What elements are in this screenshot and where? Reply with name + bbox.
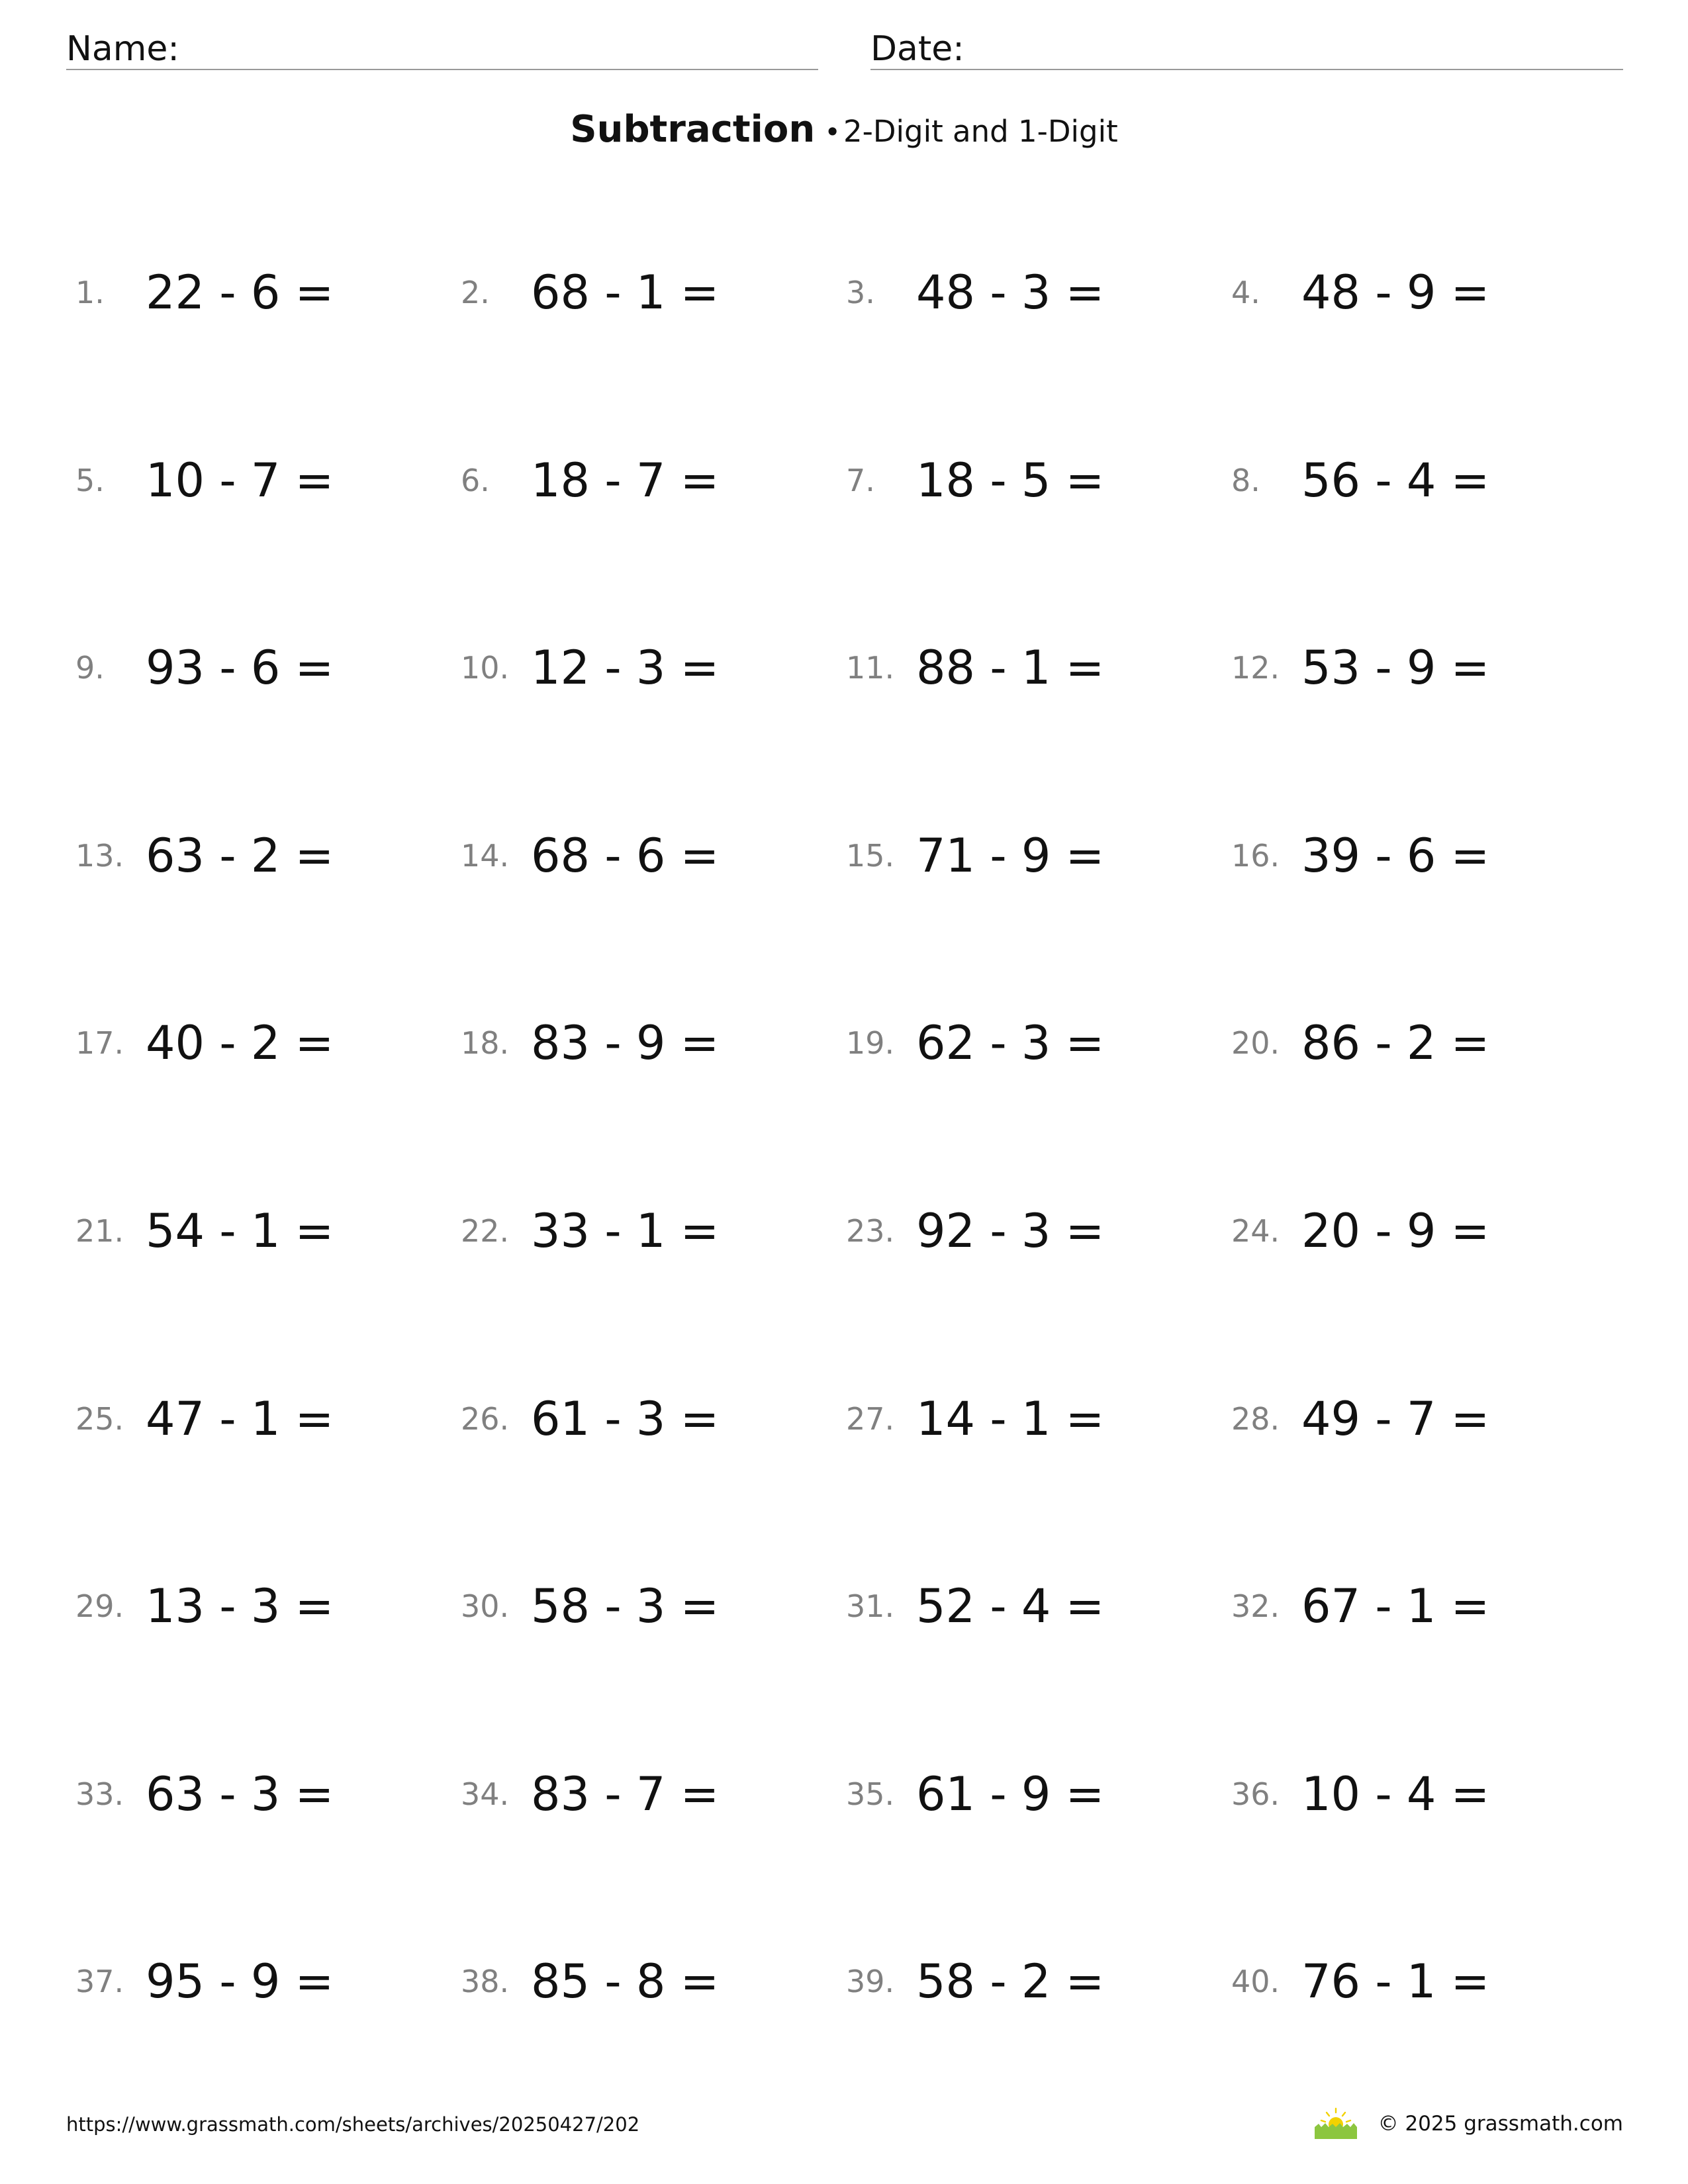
problem-expression: 61 - 3 = <box>531 1391 720 1446</box>
problem-number: 10. <box>461 650 510 686</box>
problem-number: 12. <box>1231 650 1280 686</box>
problem-item <box>846 623 1217 716</box>
problem-number: 26. <box>461 1400 510 1437</box>
worksheet-title <box>0 105 1688 163</box>
problem-expression: 95 - 9 = <box>146 1954 334 2009</box>
problem-number: 23. <box>846 1213 895 1249</box>
problem-expression: 18 - 5 = <box>916 453 1105 508</box>
problem-item <box>461 1187 831 1279</box>
problem-number: 35. <box>846 1776 895 1812</box>
problem-item <box>75 436 446 529</box>
problem-item <box>846 1375 1217 1467</box>
date-field[interactable] <box>870 24 1623 70</box>
problem-number: 39. <box>846 1964 895 2000</box>
problem-expression: 48 - 9 = <box>1301 265 1490 320</box>
problem-expression: 61 - 9 = <box>916 1766 1105 1821</box>
problem-number: 3. <box>846 275 875 310</box>
problem-item <box>461 999 831 1091</box>
problem-expression: 47 - 1 = <box>146 1391 334 1446</box>
problem-item <box>846 1750 1217 1843</box>
problem-expression: 68 - 1 = <box>531 265 720 320</box>
problem-expression: 39 - 6 = <box>1301 828 1490 883</box>
problem-number: 19. <box>846 1025 895 1062</box>
problem-grid <box>0 248 1688 2141</box>
problem-item <box>461 1750 831 1843</box>
problem-expression: 83 - 9 = <box>531 1016 720 1071</box>
date-label: Date: <box>870 29 964 69</box>
problem-expression: 52 - 4 = <box>916 1579 1105 1634</box>
problem-number: 1. <box>75 275 105 310</box>
problem-expression: 33 - 1 = <box>531 1204 720 1258</box>
problem-number: 29. <box>75 1588 124 1625</box>
problem-item <box>846 811 1217 904</box>
problem-number: 32. <box>1231 1588 1280 1625</box>
problem-item <box>461 1375 831 1467</box>
problem-item <box>75 623 446 716</box>
problem-expression: 22 - 6 = <box>146 265 334 320</box>
problem-expression: 88 - 1 = <box>916 641 1105 696</box>
problem-item <box>846 999 1217 1091</box>
problem-expression: 76 - 1 = <box>1301 1954 1490 2009</box>
problem-item <box>461 1562 831 1655</box>
problem-item <box>846 1562 1217 1655</box>
problem-number: 13. <box>75 837 124 874</box>
problem-item <box>1231 811 1602 904</box>
problem-number: 31. <box>846 1588 895 1625</box>
footer-url: https://www.grassmath.com/sheets/archives/20250427/202 <box>66 2113 640 2136</box>
problem-number: 37. <box>75 1964 124 2000</box>
problem-expression: 58 - 2 = <box>916 1954 1105 2009</box>
problem-number: 18. <box>461 1025 510 1062</box>
problem-expression: 68 - 6 = <box>531 828 720 883</box>
problem-expression: 56 - 4 = <box>1301 453 1490 508</box>
problem-expression: 93 - 6 = <box>146 641 334 696</box>
problem-expression: 62 - 3 = <box>916 1016 1105 1071</box>
problem-expression: 53 - 9 = <box>1301 641 1490 696</box>
problem-item <box>461 436 831 529</box>
problem-number: 5. <box>75 462 105 498</box>
name-label: Name: <box>66 29 179 69</box>
problem-number: 8. <box>1231 462 1260 498</box>
problem-number: 4. <box>1231 275 1260 310</box>
problem-expression: 10 - 4 = <box>1301 1766 1490 1821</box>
problem-number: 6. <box>461 462 490 498</box>
problem-expression: 20 - 9 = <box>1301 1204 1490 1258</box>
problem-expression: 40 - 2 = <box>146 1016 334 1071</box>
problem-expression: 14 - 1 = <box>916 1391 1105 1446</box>
problem-number: 24. <box>1231 1213 1280 1249</box>
problem-expression: 12 - 3 = <box>531 641 720 696</box>
problem-expression: 18 - 7 = <box>531 453 720 508</box>
problem-number: 7. <box>846 462 875 498</box>
problem-number: 20. <box>1231 1025 1280 1062</box>
grass-sun-logo-icon <box>1313 2107 1358 2140</box>
problem-item <box>846 1937 1217 2030</box>
problem-number: 16. <box>1231 837 1280 874</box>
title-main: Subtraction <box>570 108 816 151</box>
problem-expression: 63 - 3 = <box>146 1766 334 1821</box>
problem-number: 9. <box>75 650 105 686</box>
problem-item <box>1231 436 1602 529</box>
problem-number: 11. <box>846 650 895 686</box>
problem-item <box>1231 1750 1602 1843</box>
problem-expression: 83 - 7 = <box>531 1766 720 1821</box>
problem-item <box>1231 623 1602 716</box>
problem-expression: 10 - 7 = <box>146 453 334 508</box>
problem-item <box>75 1375 446 1467</box>
footer-brand <box>1313 2107 1623 2140</box>
problem-item <box>75 248 446 341</box>
problem-expression: 92 - 3 = <box>916 1204 1105 1258</box>
problem-number: 33. <box>75 1776 124 1812</box>
problem-number: 17. <box>75 1025 124 1062</box>
problem-number: 30. <box>461 1588 510 1625</box>
problem-item <box>75 1750 446 1843</box>
problem-item <box>1231 1187 1602 1279</box>
problem-number: 27. <box>846 1400 895 1437</box>
problem-item <box>461 811 831 904</box>
problem-expression: 49 - 7 = <box>1301 1391 1490 1446</box>
problem-number: 34. <box>461 1776 510 1812</box>
problem-number: 36. <box>1231 1776 1280 1812</box>
problem-expression: 67 - 1 = <box>1301 1579 1490 1634</box>
problem-number: 21. <box>75 1213 124 1249</box>
problem-item <box>846 248 1217 341</box>
problem-item <box>75 1937 446 2030</box>
problem-number: 28. <box>1231 1400 1280 1437</box>
title-separator: • <box>824 116 841 148</box>
problem-item <box>1231 1937 1602 2030</box>
problem-expression: 63 - 2 = <box>146 828 334 883</box>
problem-item <box>1231 1562 1602 1655</box>
problem-item <box>1231 248 1602 341</box>
problem-item <box>846 1187 1217 1279</box>
problem-item <box>75 999 446 1091</box>
problem-number: 15. <box>846 837 895 874</box>
name-field[interactable] <box>66 24 818 70</box>
problem-item <box>1231 1375 1602 1467</box>
problem-number: 25. <box>75 1400 124 1437</box>
problem-expression: 54 - 1 = <box>146 1204 334 1258</box>
problem-expression: 48 - 3 = <box>916 265 1105 320</box>
problem-item <box>461 623 831 716</box>
problem-expression: 58 - 3 = <box>531 1579 720 1634</box>
problem-item <box>75 811 446 904</box>
copyright-text: © 2025 grassmath.com <box>1378 2111 1623 2136</box>
problem-item <box>461 1937 831 2030</box>
problem-item <box>846 436 1217 529</box>
problem-item <box>461 248 831 341</box>
problem-item <box>1231 999 1602 1091</box>
problem-expression: 71 - 9 = <box>916 828 1105 883</box>
problem-number: 40. <box>1231 1964 1280 2000</box>
problem-item <box>75 1187 446 1279</box>
problem-expression: 13 - 3 = <box>146 1579 334 1634</box>
problem-number: 38. <box>461 1964 510 2000</box>
problem-item <box>75 1562 446 1655</box>
problem-number: 14. <box>461 837 510 874</box>
problem-expression: 86 - 2 = <box>1301 1016 1490 1071</box>
problem-number: 2. <box>461 275 490 310</box>
problem-expression: 85 - 8 = <box>531 1954 720 2009</box>
title-subtitle: 2-Digit and 1-Digit <box>843 114 1118 149</box>
problem-number: 22. <box>461 1213 510 1249</box>
